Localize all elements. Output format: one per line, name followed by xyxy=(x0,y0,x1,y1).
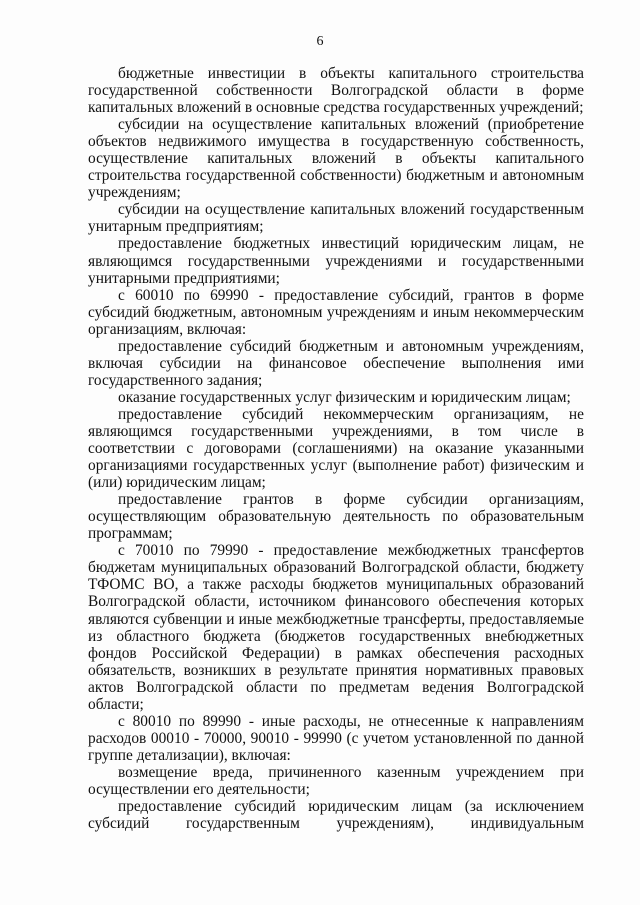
paragraph: оказание государственных услуг физическим и юридическим лицам; xyxy=(118,388,571,406)
paragraph: предоставление субсидий некоммерческим организациям, не являющимся государственными учреждениями, в том числе в соответствии с договорами (соглашениями) на оказание указанными организациями государственных услуг (выполнение работ) физическим и (или) юридическим лицам; xyxy=(88,405,584,492)
document-body xyxy=(88,65,584,832)
paragraph: с 80010 по 89990 - иные расходы, не отнесенные к направлениям расходов 00010 - 70000, 90010 - 99990 (с учетом установленной по данной группе детализации), включая: xyxy=(88,712,584,764)
paragraph: субсидии на осуществление капитальных вложений государственным унитарным предприятиям; xyxy=(88,201,584,236)
paragraph: предоставление субсидий юридическим лицам (за исключением субсидий государственным учреждениям), индивидуальным xyxy=(88,798,584,833)
paragraph: предоставление субсидий бюджетным и автономным учреждениям, включая субсидии на финансовое обеспечение выполнения ими государственного задания; xyxy=(88,337,584,389)
paragraph: с 70010 по 79990 - предоставление межбюджетных трансфертов бюджетам муниципальных образований Волгоградской области, бюджету ТФОМС ВО, а также расходы бюджетов муниципальных образований Волгоградской области, источником финансового обеспечения которых являются субвенции и иные межбюджетные трансферты, предоставляемые из областного бюджета (бюджетов государственных внебюджетных фондов Российской Федерации) в рамках обеспечения расходных обязательств, возникших в результате принятия нормативных правовых актов Волгоградской области по предметам ведения Волгоградской области; xyxy=(88,542,584,713)
paragraph: возмещение вреда, причиненного казенным учреждением при осуществлении его деятельности; xyxy=(88,763,584,798)
page-number: 6 xyxy=(316,34,324,49)
paragraph: субсидии на осуществление капитальных вложений (приобретение объектов недвижимого имущества в государственную собственность, осуществление капитальных вложений в объекты капитального строительства государственной собственности) бюджетным и автономным учреждениям; xyxy=(88,116,584,202)
paragraph: бюджетные инвестиции в объекты капитального строительства государственной собственности Волгоградской области в форме капитальных вложений в основные средства государственных учреждений; xyxy=(88,65,584,117)
paragraph: с 60010 по 69990 - предоставление субсидий, грантов в форме субсидий бюджетным, автономным учреждениям и иным некоммерческим организациям, включая: xyxy=(88,286,584,338)
paragraph: предоставление грантов в форме субсидии организациям, осуществляющим образовательную деятельность по образовательным программам; xyxy=(88,491,584,543)
paragraph: предоставление бюджетных инвестиций юридическим лицам, не являющимся государственными учреждениями и государственными унитарными предприятиями; xyxy=(88,235,584,287)
